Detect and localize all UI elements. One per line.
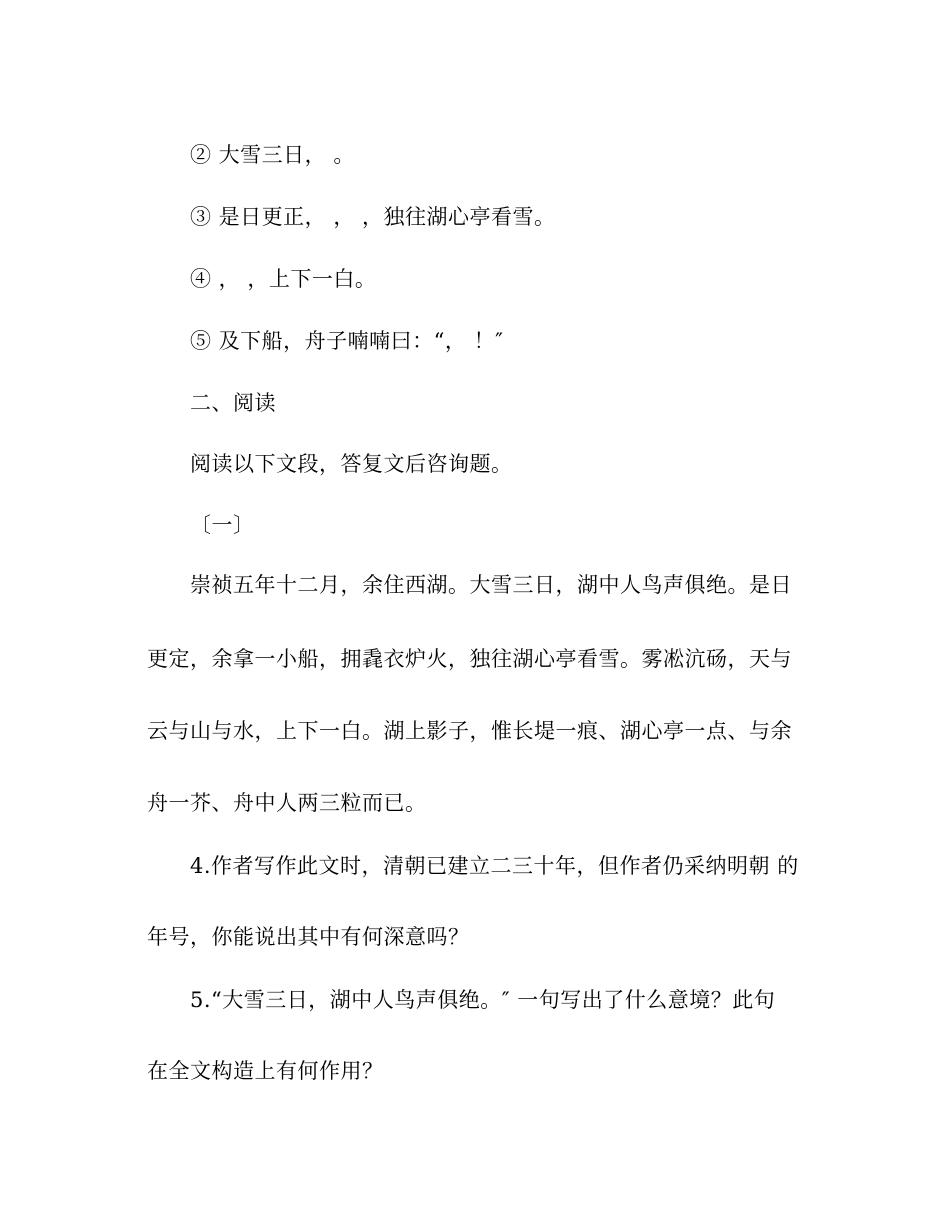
fill-blank-item-4: ④ ， ，上下一白。 [190, 267, 377, 291]
question-4-line-2: 年号，你能说出其中有何深意吗？ [147, 925, 470, 949]
question-4-line-1: 4.作者写作此文时，清朝已建立二三十年，但作者仍采纳明朝 的 [190, 854, 799, 878]
passage-line-3: 云与山与水，上下一白。湖上影子，惟长堤一痕、湖心亭一点、与余 [147, 719, 792, 743]
passage-line-1: 崇祯五年十二月，余住西湖。大雪三日，湖中人鸟声俱绝。是日 [190, 573, 792, 597]
fill-blank-item-2: ② 大雪三日， 。 [190, 143, 355, 167]
fill-blank-item-3: ③ 是日更正， ， ，独往湖心亭看雪。 [190, 205, 556, 229]
reading-instruction: 阅读以下文段，答复文后咨询题。 [190, 452, 513, 476]
passage-number: 〔一〕 [190, 513, 255, 537]
section-heading-reading: 二、阅读 [190, 391, 276, 415]
passage-line-4: 舟一芥、舟中人两三粒而已。 [147, 791, 427, 815]
question-5-line-1: 5.“大雪三日，湖中人鸟声俱绝。″ 一句写出了什么意境？此句 [190, 988, 776, 1012]
question-5-line-2: 在全文构造上有何作用？ [147, 1059, 384, 1083]
fill-blank-item-5: ⑤ 及下船，舟子喃喃曰：“， ！″ [190, 329, 504, 353]
passage-line-2: 更定，余拿一小船，拥毳衣炉火，独往湖心亭看雪。雾凇沆砀，天与 [147, 647, 792, 671]
